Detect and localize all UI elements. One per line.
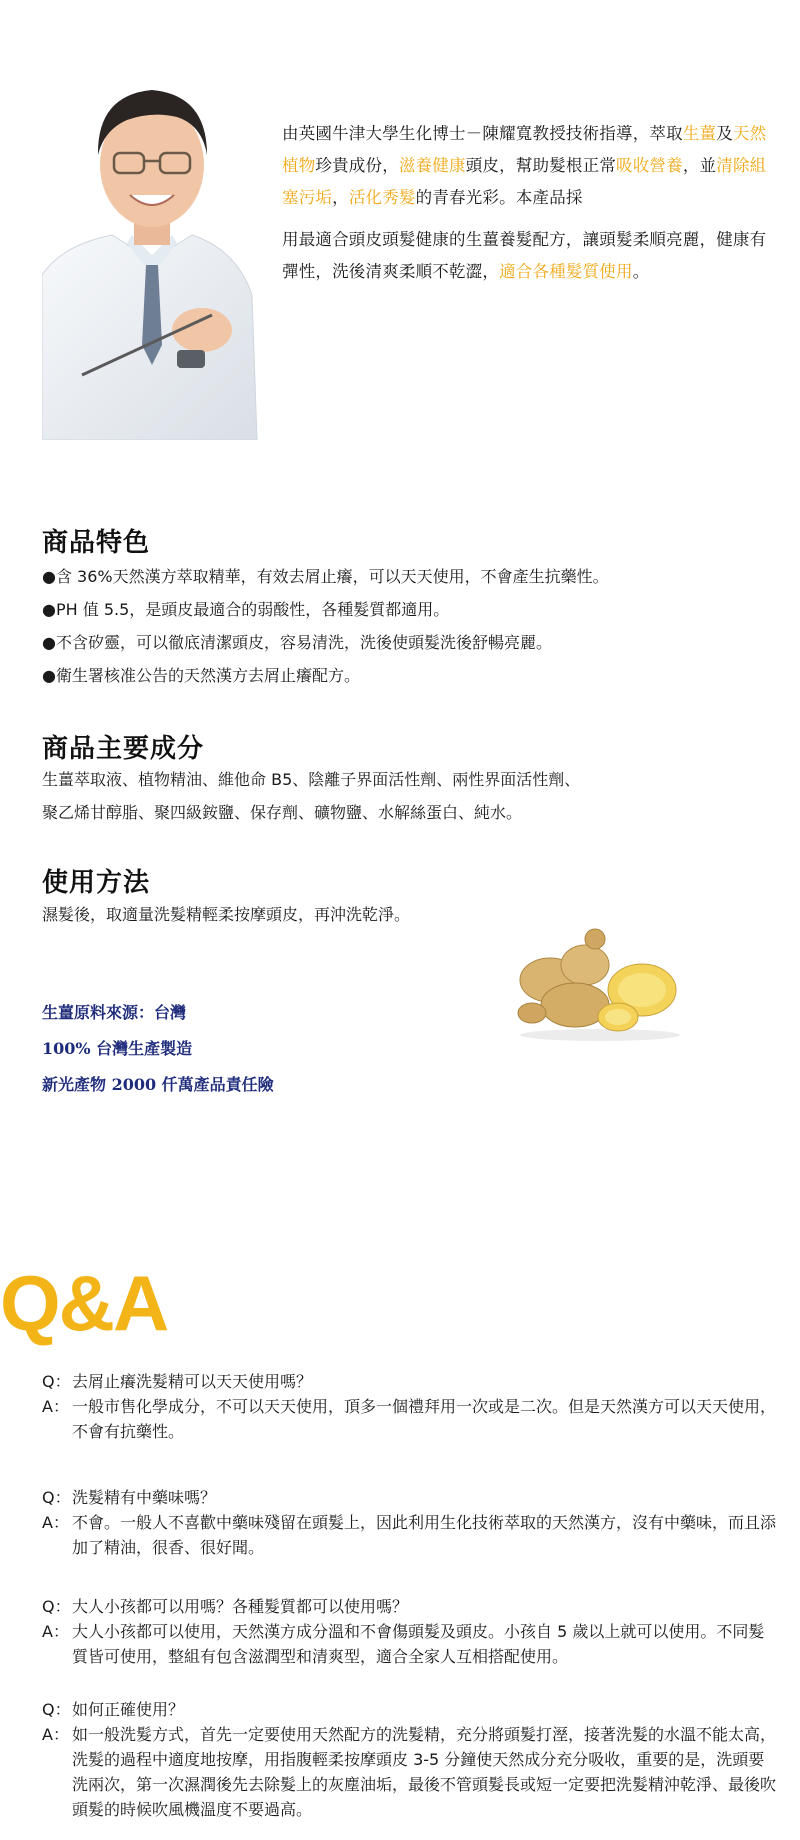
intro-text-segment: ， xyxy=(332,188,349,207)
answer-text: 大人小孩都可以使用，天然漢方成分溫和不會傷頭髮及頭皮。小孩自 5 歲以上就可以使用。不同髮質皆可使用，整組有包含滋潤型和清爽型，適合全家人互相搭配使用。 xyxy=(72,1622,765,1666)
answer-text: 如一般洗髮方式，首先一定要使用天然配方的洗髮精，充分將頭髮打溼，接著洗髮的水溫不能太高，洗髮的過程中適度地按摩，用指腹輕柔按摩頭皮 3-5 分鐘使天然成分充分吸收，重要的是，洗頭要洗兩次，第一次濕潤後先去除髮上的灰塵油垢，最後不管頭髮長或短一定要把洗髮精沖乾淨、最後吹頭髮的時候吹風機溫度不要過高。 xyxy=(72,1725,777,1819)
intro-text-segment: 頭皮，幫助髮根正常 xyxy=(465,156,617,175)
origin-line-1: 生薑原料來源：台灣 xyxy=(42,1003,187,1022)
qa-item-1 xyxy=(42,1369,777,1444)
highlight-text: 活化秀髮 xyxy=(348,188,416,207)
a-prefix: A： xyxy=(42,1513,69,1532)
a-prefix: A： xyxy=(42,1622,69,1641)
intro-paragraph-2 xyxy=(282,224,782,288)
features-title: 商品特色 xyxy=(42,528,151,558)
feature-item: ●PH 值 5.5，是頭皮最適合的弱酸性，各種髮質都適用。 xyxy=(42,600,450,619)
ingredients-line-2: 聚乙烯甘醇脂、聚四級銨鹽、保存劑、礦物鹽、水解絲蛋白、純水。 xyxy=(42,803,523,822)
highlight-text: 適合各種髮質使用 xyxy=(499,262,633,281)
doctor-portrait xyxy=(42,45,262,440)
highlight-text: 生薑 xyxy=(682,124,717,143)
intro-text-segment: 。 xyxy=(632,262,650,281)
answer-text: 不會。一般人不喜歡中藥味殘留在頭髮上，因此利用生化技術萃取的天然漢方，沒有中藥味，而且添加了精油，很香、很好聞。 xyxy=(72,1513,777,1557)
a-prefix: A： xyxy=(42,1725,69,1744)
origin-line-2: 100% 台灣生產製造 xyxy=(42,1039,193,1058)
intro-text xyxy=(282,118,782,288)
q-prefix: Q： xyxy=(42,1372,71,1391)
qa-item-3 xyxy=(42,1594,777,1669)
ingredients-list xyxy=(42,763,580,829)
ingredients-title: 商品主要成分 xyxy=(42,734,205,764)
intro-text-segment: 的青春光彩。本產品採 xyxy=(415,188,583,207)
qa-item-2 xyxy=(42,1485,777,1560)
q-prefix: Q： xyxy=(42,1700,71,1719)
highlight-text: 清除組塞污垢 xyxy=(282,156,767,207)
qa-title: Q&A xyxy=(0,1259,168,1347)
feature-item: ●含 36%天然漢方萃取精華，有效去屑止癢，可以天天使用，不會產生抗藥性。 xyxy=(42,567,609,586)
answer-text: 一般市售化學成分，不可以天天使用，頂多一個禮拜用一次或是二次。但是天然漢方可以天天使用，不會有抗藥性。 xyxy=(72,1397,777,1441)
origin-line-3: 新光產物 2000 仟萬產品責任險 xyxy=(42,1075,274,1094)
highlight-text: 吸收營養 xyxy=(616,156,683,175)
intro-text-segment: 珍貴成份， xyxy=(315,156,399,175)
question-text: 洗髮精有中藥味嗎？ xyxy=(72,1488,217,1507)
question-text: 大人小孩都可以用嗎？各種髮質都可以使用嗎？ xyxy=(72,1597,409,1616)
highlight-text: 滋養健康 xyxy=(398,156,466,175)
feature-item: ●衛生署核准公告的天然漢方去屑止癢配方。 xyxy=(42,666,360,685)
intro-text-segment: 用最適合頭皮頭髮健康的生薑養髮配方，讓頭髮柔順亮麗，健康有彈性，洗後清爽柔順不乾澀， xyxy=(282,230,767,281)
usage-title: 使用方法 xyxy=(42,868,151,898)
usage-text: 濕髮後，取適量洗髮精輕柔按摩頭皮，再沖洗乾淨。 xyxy=(42,905,411,924)
a-prefix: A： xyxy=(42,1397,69,1416)
intro-paragraph-1 xyxy=(282,118,782,214)
highlight-text: 天然植物 xyxy=(282,124,767,175)
question-text: 如何正確使用？ xyxy=(72,1700,185,1719)
intro-text-segment: ，並 xyxy=(682,156,717,175)
feature-item: ●不含矽靈，可以徹底清潔頭皮，容易清洗，洗後使頭髮洗後舒暢亮麗。 xyxy=(42,633,552,652)
ginger-image xyxy=(510,925,690,1045)
features-list xyxy=(42,560,609,692)
q-prefix: Q： xyxy=(42,1597,71,1616)
qa-item-4 xyxy=(42,1697,777,1822)
intro-text-segment: 及 xyxy=(716,124,733,143)
intro-text-segment: 由英國牛津大學生化博士－陳耀寬教授技術指導，萃取 xyxy=(282,124,683,143)
question-text: 去屑止癢洗髮精可以天天使用嗎？ xyxy=(72,1372,313,1391)
q-prefix: Q： xyxy=(42,1488,71,1507)
ingredients-line-1: 生薑萃取液、植物精油、維他命 B5、陰離子界面活性劑、兩性界面活性劑、 xyxy=(42,770,581,789)
